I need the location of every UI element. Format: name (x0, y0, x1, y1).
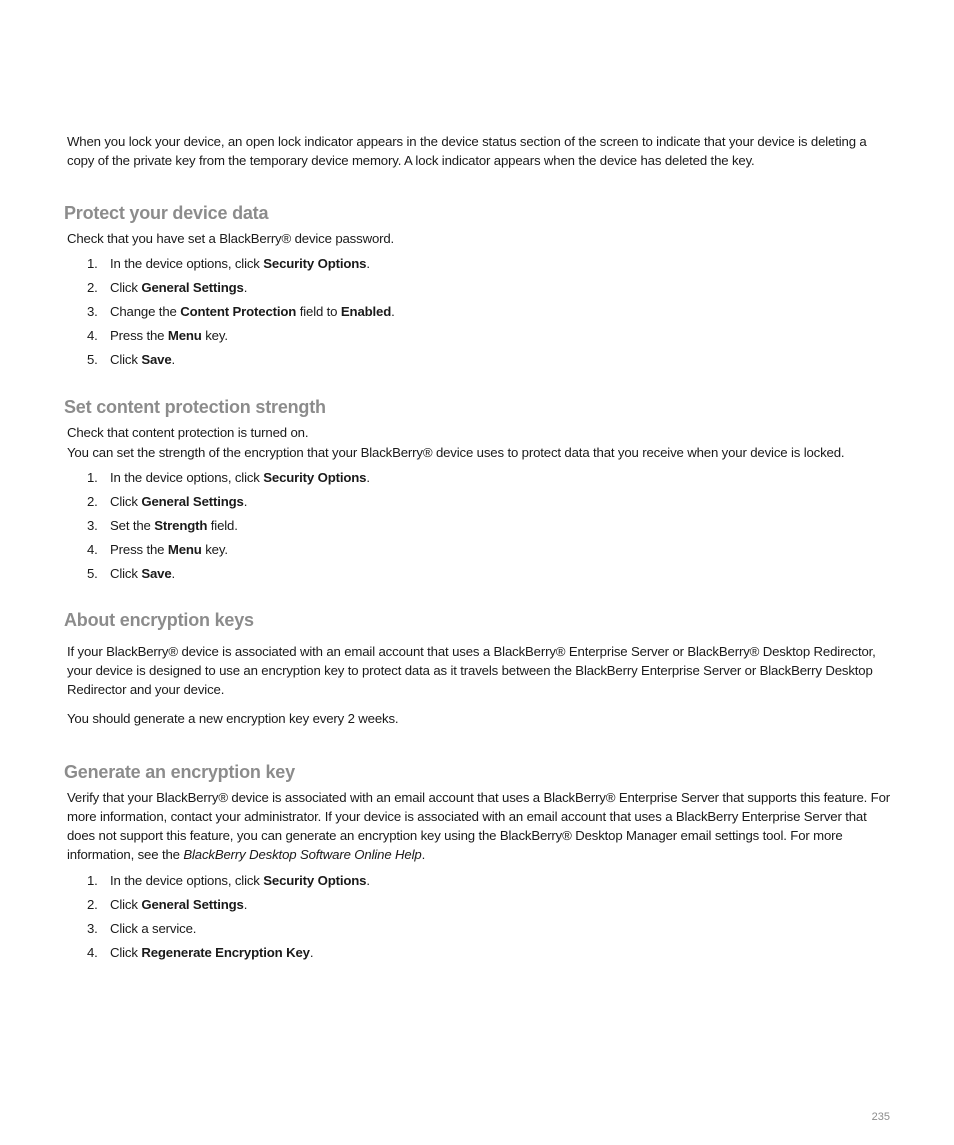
intro-paragraph: When you lock your device, an open lock indicator appears in the device status section of the screen to indicate that your device is deleting a copy of the private key from the temporary device memory. A lock indicator appears when the device has deleted the key. (67, 134, 867, 168)
heading-about-encryption-keys: About encryption keys (64, 610, 254, 630)
list-item: 5. Click Save. (87, 566, 176, 581)
list-item: 4. Press the Menu key. (87, 542, 228, 557)
list-item: 2. Click General Settings. (87, 494, 248, 509)
heading-set-protection-strength: Set content protection strength (64, 397, 326, 417)
generate-steps-list (87, 871, 370, 967)
list-item: 4. Press the Menu key. (87, 328, 228, 343)
list-item: 2. Click General Settings. (87, 280, 248, 295)
heading-generate-encryption-key: Generate an encryption key (64, 762, 295, 782)
strength-prerequisite: Check that content protection is turned on. (67, 425, 309, 440)
list-item: 1. In the device options, click Security Options. (87, 470, 370, 485)
list-item: 3. Set the Strength field. (87, 518, 238, 533)
list-item: 3. Change the Content Protection field to Enabled. (87, 304, 395, 319)
strength-steps-list (87, 468, 370, 588)
list-item: 1. In the device options, click Security Options. (87, 256, 370, 271)
list-item: 3. Click a service. (87, 921, 197, 936)
list-item: 1. In the device options, click Security Options. (87, 873, 370, 888)
page-number: 235 (871, 1111, 890, 1123)
strength-description: You can set the strength of the encryption that your BlackBerry® device uses to protect data that you receive when your device is locked. (67, 445, 845, 460)
list-item: 5. Click Save. (87, 352, 176, 367)
about-paragraph: If your BlackBerry® device is associated with an email account that uses a BlackBerry® Enterprise Server or BlackBerry® Desktop Redirector, your device is designed to use an encryption key to protect data as it travels between the BlackBerry Enterprise Server or BlackBerry Desktop Redirector and your device. (67, 644, 876, 697)
protect-steps-list (87, 254, 395, 374)
list-item: 2. Click General Settings. (87, 897, 248, 912)
protect-prerequisite: Check that you have set a BlackBerry® device password. (67, 231, 395, 246)
heading-protect-device-data: Protect your device data (64, 203, 269, 223)
about-recommendation: You should generate a new encryption key every 2 weeks. (67, 711, 399, 726)
list-item: 4. Click Regenerate Encryption Key. (87, 945, 314, 960)
generate-prerequisite: Verify that your BlackBerry® device is associated with an email account that uses a BlackBerry® Enterprise Server that supports this feature. For more information, contact your administrator. If your device is associated with an email account that uses a BlackBerry Enterprise Server that does not support this feature, you can generate an encryption key using the BlackBerry® Desktop Manager email settings tool. For more information, see the BlackBerry Desktop Software Online Help. (67, 790, 891, 862)
